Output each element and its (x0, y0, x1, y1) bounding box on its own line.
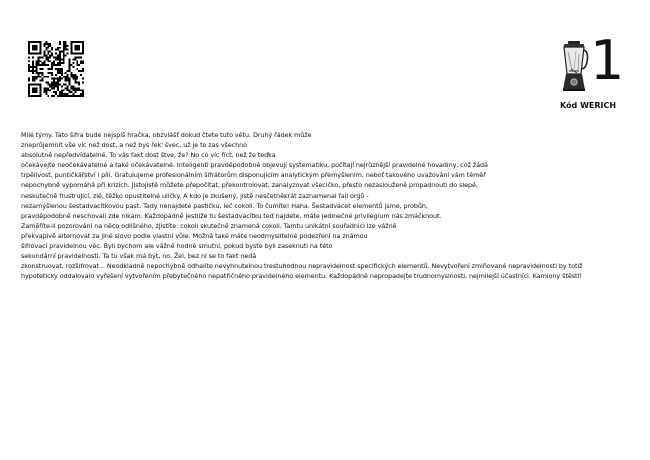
text-line: pravděpodobně neschovali zde nikam. Každopádně jestliže tu šestadvacítku teď najdete, máte jedinečné privilegium nás zmáčknout. (21, 211, 442, 220)
blender-icon (559, 40, 589, 92)
text-line: sekundární pravidelnosti. Ta tu však má být, no. Žel, bez ní se to fakt nedá (21, 252, 257, 261)
text-line: šifrovací pravidelnou věc. Byli bychom ale vážně hodně smutní, pokud byste byli zaseknuti na této (21, 242, 333, 251)
text-line: překvapivě alternovat za jiné slovo podle vlastní vůle. Možná také máte neodmyslitelné podezření na známou (21, 231, 368, 240)
text-line: Zaměříte-li pozorování na něco odlišného, zjistíte: cokoli skutečně znamená cokoli. Tamtu unikátní souřadnici lze vážně (21, 221, 397, 230)
cipher-text (21, 130, 631, 281)
text-line: Milé týmy. Tato šifra bude nejspíš hračka, obzvlášť dokud čtete tuto větu. Druhý řádek může (21, 131, 312, 139)
text-line: zkonstruovat, rozšifrovat... Neodkladně nepochybně odhalíte nevyhnutelnou trestuhodnou nepravidelnost specifických elementů. Nevytvoření zmiňované nepravidelnosti by totiž (21, 262, 583, 271)
text-line: trpělivost, puntičkářství i píli. Gratulujeme profesionálním šifrátorům disponujícím analytickým přemýšlením, neboť takového uvažování vám téměř (21, 171, 486, 180)
text-line: nezamýšlenou šestadvacítkovou past. Tady nenajdete pastičku, leč cokoli. To čumíte! Haha. Šestadvacet elementů jsme, probůh, (21, 201, 428, 210)
code-title: Kód WERICH (560, 101, 617, 110)
text-line: absolutně nepředvídatelné. To vás fakt dost štve, že? No co víc říct, než že teďka (21, 151, 276, 160)
text-line: zneprůjemnit vše víc než dost, a než bys řek' švec, už je to zas všechno (21, 141, 248, 150)
qr-code-icon (28, 41, 84, 97)
text-line: očekávejte neočekávatelné a také očekávatelné. Inteligenti pravděpodobně objevují systematiku, počítají nejrůznější pravidelné hovadiny, což žádá (21, 161, 488, 170)
text-line: neskutečně frustrující, zlé, těžko opustitelné uličky. A kdo je zkušený, jistě nesčetněkrát zaznamenal fail orgů - (21, 191, 369, 200)
text-line: nepochybně vypomáhá při krizích. Jistojistě můžete přepočítat, překontrolovat, zanalyzovat všecičko, přesto nezaslouženě propadnouti do slepé, (21, 181, 478, 190)
cipher-number: 1 (590, 29, 625, 92)
text-line: hypoteticky oddalovalo vyřešení vytvořením přebytečného nepatřičného pravidelného elementu. Každopádně nepropadejte trudnomyslnosti, nejmilejší účastníci. Kamiony štěstí! (21, 272, 582, 281)
